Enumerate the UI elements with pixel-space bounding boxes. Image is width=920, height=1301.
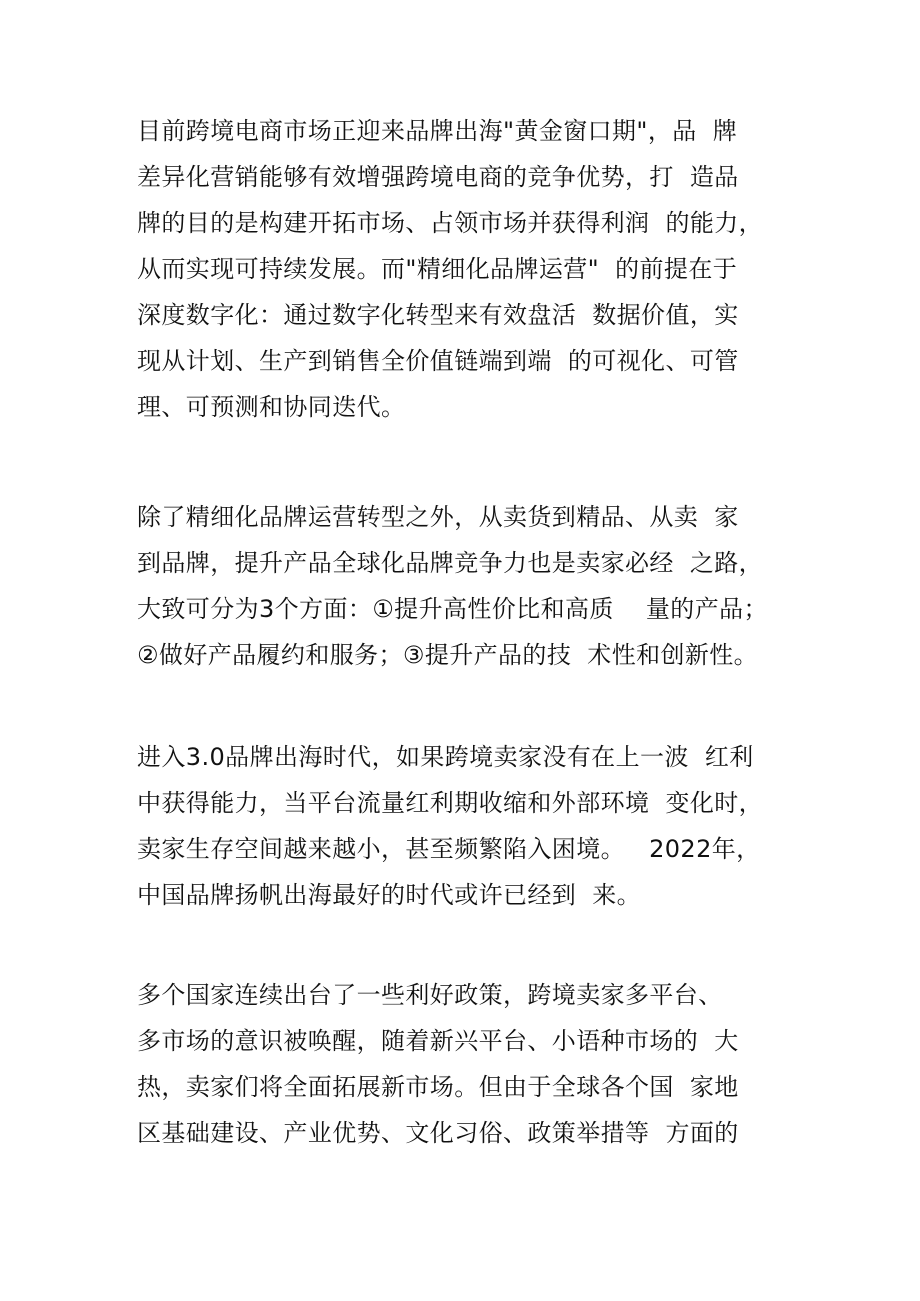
text-line: 目前跨境电商市场正迎来品牌出海"黄金窗口期"，品 牌 [137, 117, 738, 145]
text-line: ②做好产品履约和服务；③提升产品的技 术性和创新性。 [137, 641, 759, 669]
text-line: 除了精细化品牌运营转型之外，从卖货到精品、从卖 家 [137, 503, 739, 531]
text-line: 差异化营销能够有效增强跨境电商的竞争优势，打 造品 [137, 163, 739, 191]
text-line: 中国品牌扬帆出海最好的时代或许已经到 来。 [137, 881, 642, 909]
paragraph-brand-era [137, 734, 817, 918]
paragraph-brand-competitiveness [137, 494, 817, 678]
text-line: 深度数字化：通过数字化转型来有效盘活 数据价值，实 [137, 301, 739, 329]
paragraph-multi-platform [137, 972, 817, 1156]
text-line: 卖家生存空间越来越小，甚至频繁陷入困境。 2022年， [137, 835, 761, 863]
text-line: 到品牌，提升产品全球化品牌竞争力也是卖家必经 之路， [137, 549, 764, 577]
text-line: 进入3.0品牌出海时代，如果跨境卖家没有在上一波 红利 [137, 743, 754, 771]
text-line: 区基础建设、产业优势、文化习俗、政策举措等 方面的 [137, 1119, 739, 1147]
text-line: 多市场的意识被唤醒，随着新兴平台、小语种市场的 大 [137, 1027, 739, 1055]
paragraph-brand-overseas [137, 108, 817, 430]
text-line: 牌的目的是构建开拓市场、占领市场并获得利润 的能力， [137, 209, 764, 237]
text-line: 从而实现可持续发展。而"精细化品牌运营" 的前提在于 [137, 255, 738, 283]
text-line: 理、可预测和协同迭代。 [137, 393, 406, 421]
text-line: 多个国家连续出台了一些利好政策，跨境卖家多平台、 [137, 981, 723, 1009]
text-line: 热，卖家们将全面拓展新市场。但由于全球各个国 家地 [137, 1073, 739, 1101]
text-line: 大致可分为3个方面：①提升高性价比和高质 量的产品； [137, 595, 768, 623]
text-line: 现从计划、生产到销售全价值链端到端 的可视化、可管 [137, 347, 739, 375]
text-line: 中获得能力，当平台流量红利期收缩和外部环境 变化时， [137, 789, 764, 817]
